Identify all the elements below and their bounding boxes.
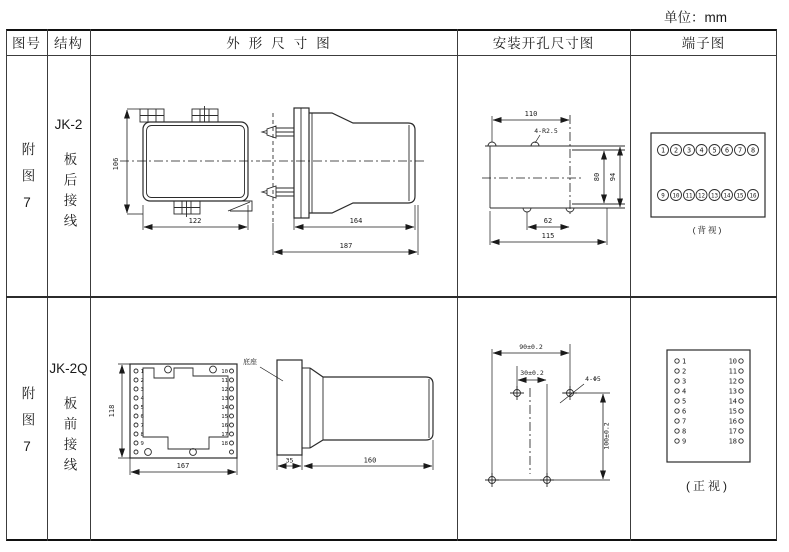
base-label: 底座 bbox=[243, 359, 257, 366]
terminal-number: 13 bbox=[711, 193, 718, 200]
terminal-number: 16 bbox=[749, 193, 757, 200]
dim-notch-span: 62 bbox=[543, 217, 553, 225]
terminal-number: 15 bbox=[728, 407, 737, 416]
dim-cutout-height: 80 bbox=[593, 172, 601, 182]
terminal-number: 6 bbox=[140, 414, 144, 420]
terminal-number: 14 bbox=[221, 405, 228, 411]
terminal-number: 4 bbox=[699, 146, 704, 155]
dim-top-width: 110 bbox=[524, 110, 538, 118]
terminal-number: 17 bbox=[221, 432, 228, 438]
row2-mounting-drawing bbox=[457, 296, 630, 541]
terminal-number: 11 bbox=[685, 193, 693, 200]
terminal-number: 12 bbox=[728, 377, 737, 386]
row1-structure-cell bbox=[47, 55, 90, 296]
dim-panel-height: 94 bbox=[609, 172, 617, 182]
hole-note: 4-R2.5 bbox=[534, 127, 558, 135]
unit-label: 单位：mm bbox=[664, 10, 727, 25]
dim-bottom-width: 115 bbox=[541, 232, 555, 240]
header-figure: 图号 bbox=[12, 36, 41, 51]
terminal-number: 12 bbox=[221, 387, 228, 393]
figure-label: 附图7 bbox=[19, 385, 35, 467]
terminal-number: 11 bbox=[221, 378, 228, 384]
terminal-number: 1 bbox=[682, 357, 687, 366]
dim-width: 167 bbox=[176, 462, 190, 470]
header-outline: 外形尺寸图 bbox=[226, 36, 339, 51]
terminal-number: 2 bbox=[682, 367, 687, 376]
row1-outline-drawing bbox=[90, 55, 457, 296]
terminal-number: 3 bbox=[686, 146, 692, 155]
dim-span-inner: 30±0.2 bbox=[520, 369, 544, 377]
row2-structure-cell bbox=[47, 298, 90, 541]
terminal-number: 8 bbox=[682, 427, 687, 436]
terminal-list-right bbox=[729, 358, 744, 446]
model-label: JK-2Q bbox=[49, 361, 88, 376]
terminal-number: 1 bbox=[660, 146, 666, 155]
terminal-number: 4 bbox=[682, 387, 687, 396]
terminal-number: 16 bbox=[221, 423, 228, 429]
figure-label: 附图7 bbox=[19, 141, 35, 223]
terminal-number: 18 bbox=[221, 441, 228, 447]
base-front-view bbox=[108, 364, 237, 475]
terminal-number: 10 bbox=[221, 369, 228, 375]
terminal-circles-top bbox=[658, 145, 759, 156]
relay-front-view bbox=[112, 106, 260, 230]
wiring-label: 板后接线 bbox=[61, 152, 77, 234]
hole-note: 4-Φ5 bbox=[585, 375, 601, 383]
dim-span-v: 100±0.2 bbox=[602, 422, 611, 450]
terminal-number: 1 bbox=[140, 369, 144, 375]
row2-terminal-diagram bbox=[630, 296, 777, 541]
row1-terminal-diagram bbox=[630, 55, 777, 296]
terminal-number: 10 bbox=[672, 193, 680, 200]
terminal-number: 8 bbox=[140, 432, 144, 438]
drill-pattern-view bbox=[485, 343, 611, 487]
terminal-number: 11 bbox=[728, 367, 737, 376]
terminal-number: 17 bbox=[728, 427, 737, 436]
terminal-number: 7 bbox=[682, 417, 687, 426]
dim-total-length: 187 bbox=[339, 242, 353, 250]
terminal-number: 3 bbox=[682, 377, 687, 386]
dim-base-depth: 35 bbox=[285, 456, 294, 465]
terminal-number: 9 bbox=[682, 437, 687, 446]
terminal-number: 15 bbox=[221, 414, 228, 420]
terminal-number: 15 bbox=[736, 193, 744, 200]
terminal-circles-bottom bbox=[658, 190, 759, 201]
header-terminal: 端子图 bbox=[681, 36, 726, 51]
terminal-box bbox=[651, 133, 765, 217]
dim-width: 122 bbox=[188, 217, 202, 225]
terminal-number: 5 bbox=[682, 397, 687, 406]
terminal-number: 16 bbox=[728, 417, 737, 426]
row2-figure-cell bbox=[6, 298, 47, 541]
terminal-number: 3 bbox=[140, 387, 144, 393]
terminal-list-left bbox=[675, 358, 686, 446]
terminal-number: 2 bbox=[140, 378, 144, 384]
terminal-number: 4 bbox=[140, 396, 144, 402]
row1-mounting-drawing bbox=[457, 55, 630, 296]
dim-body-length: 164 bbox=[349, 217, 363, 225]
terminal-number: 13 bbox=[728, 387, 737, 396]
dim-height: 106 bbox=[112, 157, 120, 171]
terminal-number: 13 bbox=[221, 396, 228, 402]
base-side-view bbox=[243, 357, 433, 470]
terminal-number: 10 bbox=[728, 357, 737, 366]
row2-outline-drawing bbox=[90, 296, 457, 541]
terminal-number: 8 bbox=[750, 146, 756, 155]
terminal-number: 9 bbox=[140, 441, 144, 447]
model-label: JK-2 bbox=[54, 117, 83, 132]
wiring-label: 板前接线 bbox=[61, 396, 77, 478]
front-terminals-right bbox=[221, 369, 233, 454]
terminal-number: 9 bbox=[661, 193, 665, 200]
row1-figure-cell bbox=[6, 55, 47, 296]
terminal-number: 18 bbox=[728, 437, 737, 446]
terminal-number: 6 bbox=[724, 146, 730, 155]
terminal-box bbox=[667, 350, 750, 462]
terminal-number: 6 bbox=[682, 407, 687, 416]
terminal-number: 14 bbox=[723, 193, 731, 200]
terminal-number: 5 bbox=[140, 405, 144, 411]
dim-span-h: 90±0.2 bbox=[519, 343, 543, 351]
terminal-number: 5 bbox=[712, 146, 717, 155]
header-mounting: 安装开孔尺寸图 bbox=[492, 36, 595, 51]
terminal-number: 12 bbox=[698, 193, 705, 200]
terminal-number: 14 bbox=[728, 397, 737, 406]
terminal-number: 7 bbox=[140, 423, 144, 429]
header-structure: 结构 bbox=[54, 36, 83, 51]
panel-cutout-view bbox=[482, 110, 625, 245]
relay-side-view bbox=[262, 108, 426, 255]
dim-body-length: 160 bbox=[363, 456, 377, 465]
view-label: (正视) bbox=[686, 479, 730, 493]
dim-height: 118 bbox=[108, 404, 116, 418]
terminal-number: 7 bbox=[737, 146, 743, 155]
terminal-number: 2 bbox=[673, 146, 679, 155]
view-label: (背视) bbox=[692, 225, 724, 235]
